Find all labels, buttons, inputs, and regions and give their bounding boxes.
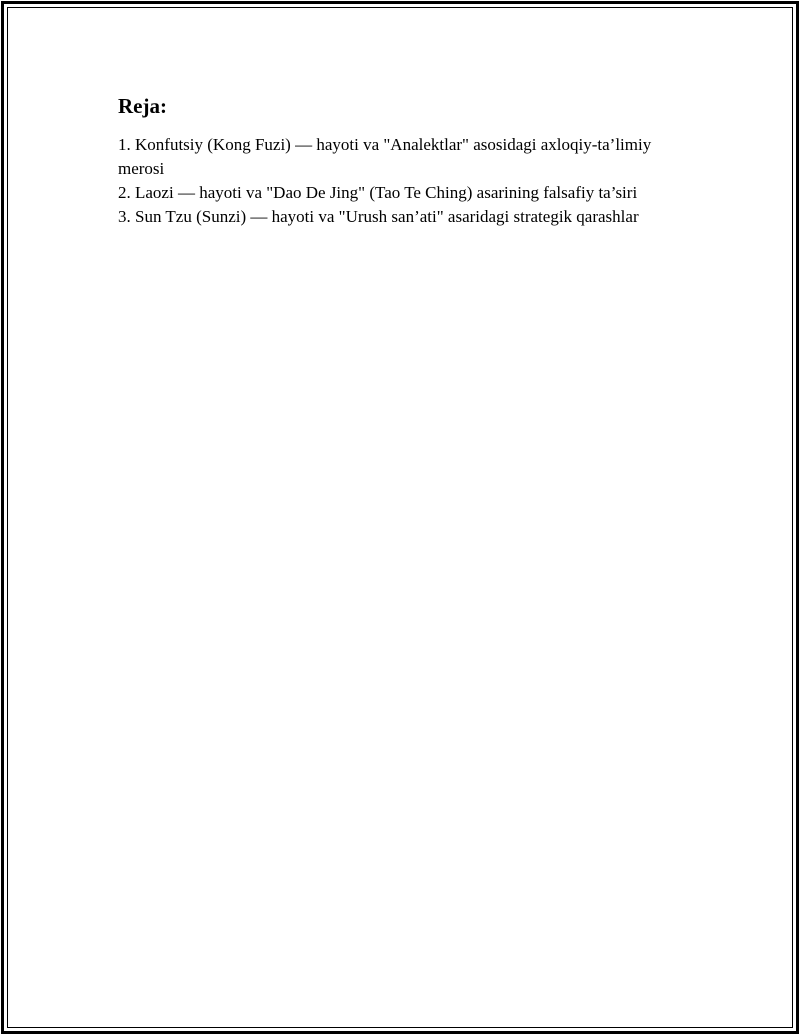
plan-item-2: 2. Laozi — hayoti va "Dao De Jing" (Tao Te Ching) asarining falsafiy ta’siri [118,183,638,202]
plan-heading: Reja: [118,94,167,118]
plan-item-3: 3. Sun Tzu (Sunzi) — hayoti va "Urush san’ati" asaridagi strategik qarashlar [118,207,639,226]
plan-list [118,133,688,229]
plan-item-1: 1. Konfutsiy (Kong Fuzi) — hayoti va "Analektlar" asosidagi axloqiy-ta’limiy merosi [118,135,652,178]
page-content [118,94,688,229]
